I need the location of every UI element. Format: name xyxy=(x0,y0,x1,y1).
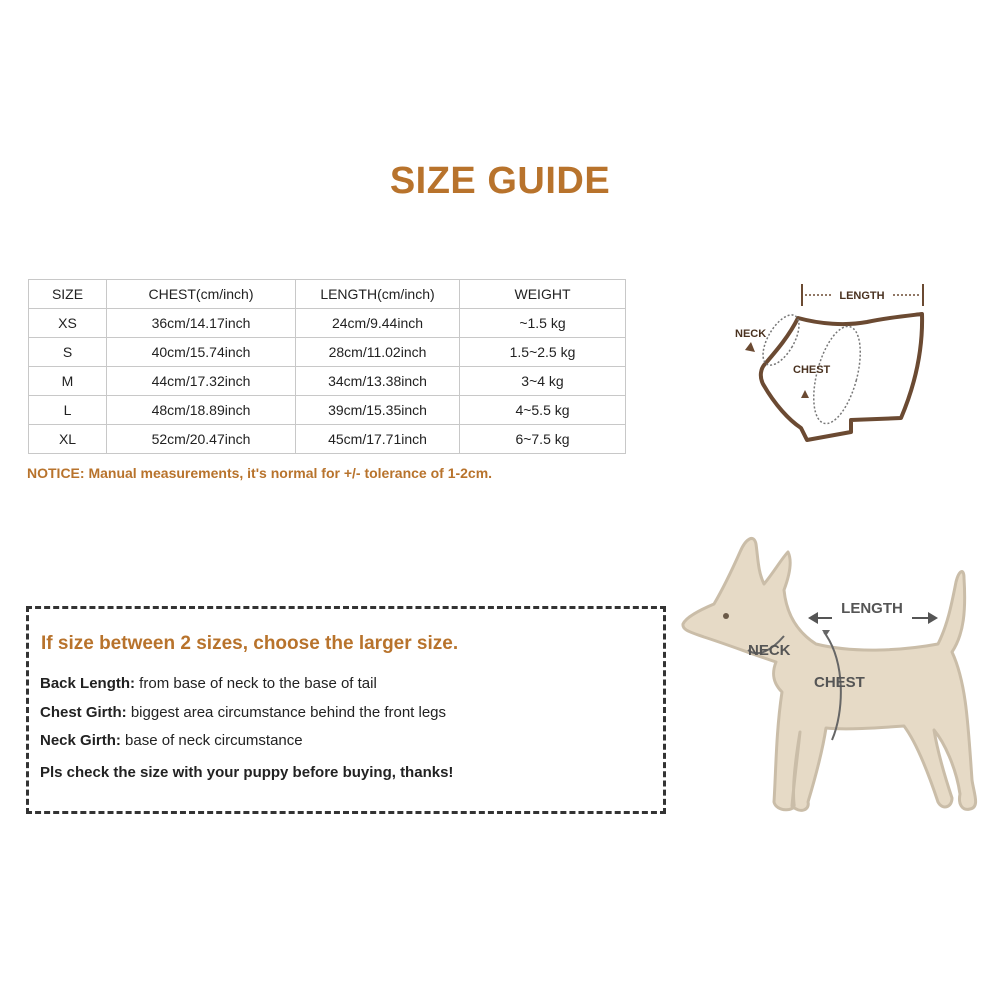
cell-size: XL xyxy=(29,425,107,454)
tip-chest-girth xyxy=(40,704,446,721)
cell-chest: 36cm/14.17inch xyxy=(107,309,296,338)
garment-neck-label: NECK xyxy=(735,328,767,340)
cell-weight: 4~5.5 kg xyxy=(460,396,626,425)
tip-text: base of neck circumstance xyxy=(120,732,303,749)
cell-chest: 44cm/17.32inch xyxy=(107,367,296,396)
header-size: SIZE xyxy=(29,280,107,309)
cell-length: 45cm/17.71inch xyxy=(296,425,460,454)
cell-weight: ~1.5 kg xyxy=(460,309,626,338)
length-arrow-left-icon xyxy=(808,612,818,624)
tip-label: Neck Girth: xyxy=(40,732,121,749)
dog-length-label: LENGTH xyxy=(841,600,903,617)
length-arrow-right-icon xyxy=(928,612,938,624)
garment-diagram xyxy=(725,280,945,450)
table-row xyxy=(29,396,626,425)
tip-label: Back Length: xyxy=(40,675,136,692)
dog-neck-label: NECK xyxy=(748,642,791,659)
cell-length: 24cm/9.44inch xyxy=(296,309,460,338)
header-length: LENGTH(cm/inch) xyxy=(296,280,460,309)
garment-chest-label: CHEST xyxy=(793,364,831,376)
garment-length-label: LENGTH xyxy=(839,290,885,302)
tip-text: from base of neck to the base of tail xyxy=(135,675,377,692)
tip-label: Chest Girth: xyxy=(40,704,127,721)
tip-final-note: Pls check the size with your puppy before buying, thanks! xyxy=(40,764,454,781)
cell-length: 39cm/15.35inch xyxy=(296,396,460,425)
table-row xyxy=(29,338,626,367)
dog-eye xyxy=(723,613,729,619)
tip-text: biggest area circumstance behind the front legs xyxy=(126,704,447,721)
table-header-row xyxy=(29,280,626,309)
sizing-tips-box xyxy=(26,606,666,814)
cell-weight: 1.5~2.5 kg xyxy=(460,338,626,367)
header-weight: WEIGHT xyxy=(460,280,626,309)
cell-size: M xyxy=(29,367,107,396)
cell-chest: 48cm/18.89inch xyxy=(107,396,296,425)
header-chest: CHEST(cm/inch) xyxy=(107,280,296,309)
cell-weight: 6~7.5 kg xyxy=(460,425,626,454)
cell-length: 34cm/13.38inch xyxy=(296,367,460,396)
neck-arrow-icon xyxy=(745,342,755,352)
dog-diagram xyxy=(676,532,986,822)
dog-chest-label: CHEST xyxy=(814,674,865,691)
table-row xyxy=(29,425,626,454)
tip-back-length xyxy=(40,675,377,692)
cell-chest: 40cm/15.74inch xyxy=(107,338,296,367)
cell-weight: 3~4 kg xyxy=(460,367,626,396)
page-title: SIZE GUIDE xyxy=(389,160,611,202)
cell-size: XS xyxy=(29,309,107,338)
table-row xyxy=(29,309,626,338)
cell-chest: 52cm/20.47inch xyxy=(107,425,296,454)
tip-neck-girth xyxy=(40,732,303,749)
cell-length: 28cm/11.02inch xyxy=(296,338,460,367)
cell-size: S xyxy=(29,338,107,367)
notice-text: NOTICE: Manual measurements, it's normal for +/- tolerance of 1-2cm. xyxy=(27,465,493,481)
cell-size: L xyxy=(29,396,107,425)
tips-heading: If size between 2 sizes, choose the larger size. xyxy=(41,633,459,654)
garment-outline xyxy=(761,314,922,440)
size-table xyxy=(28,279,626,454)
chest-arrow-icon xyxy=(822,630,830,636)
table-row xyxy=(29,367,626,396)
